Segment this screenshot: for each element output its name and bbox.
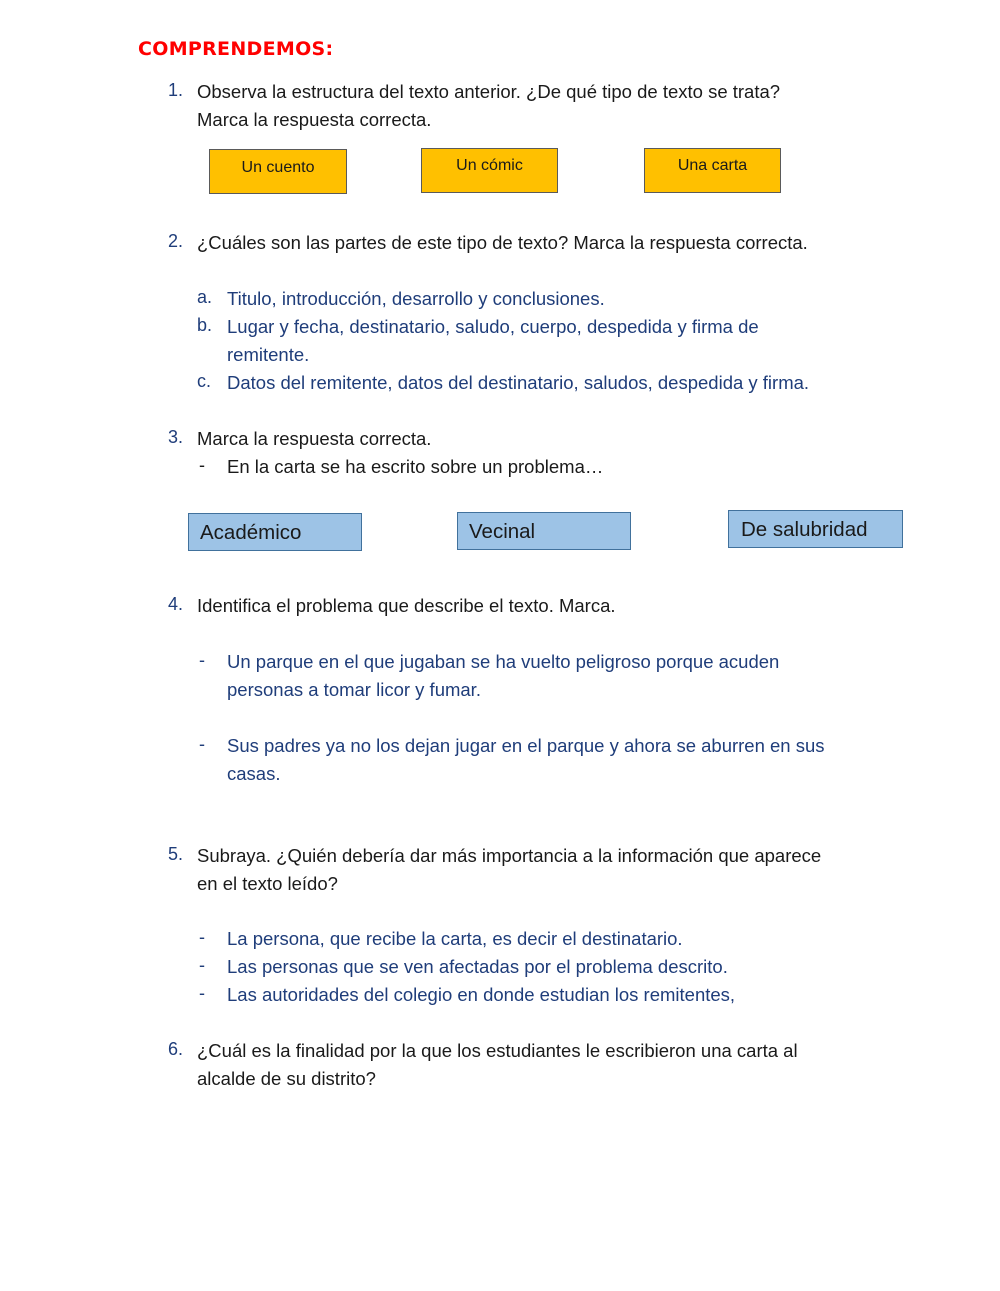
question-text: Observa la estructura del texto anterior. ¿De qué tipo de texto se trata? [197,81,781,102]
bullet-dash: - [199,927,205,947]
question-text: alcalde de su distrito? [197,1068,376,1089]
answer-option-destinatario[interactable]: La persona, que recibe la carta, es decir el destinatario. [227,928,683,949]
answer-option-padres-no-dejan[interactable]: Sus padres ya no los dejan jugar en el parque y ahora se aburren en sus [227,735,825,756]
answer-option-academico[interactable]: Académico [188,513,362,551]
answer-option-un-comic[interactable]: Un cómic [421,148,558,193]
page-title: COMPRENDEMOS: [138,38,334,60]
answer-option-de-salubridad[interactable]: De salubridad [728,510,903,548]
answer-option-autoridades-colegio[interactable]: Las autoridades del colegio en donde estudian los remitentes, [227,984,736,1005]
answer-option-parque-peligroso-cont[interactable]: personas a tomar licor y fumar. [227,679,481,700]
answer-option-parque-peligroso[interactable]: Un parque en el que jugaban se ha vuelto peligroso porque acuden [227,651,780,672]
question-number: 3. [168,427,184,447]
option-letter: a. [197,287,213,307]
answer-option-a[interactable]: Titulo, introducción, desarrollo y conclusiones. [227,288,605,309]
answer-option-b-cont[interactable]: remitente. [227,344,310,365]
option-letter: b. [197,315,213,335]
answer-option-vecinal[interactable]: Vecinal [457,512,631,550]
question-subtext: En la carta se ha escrito sobre un problema… [227,456,604,477]
answer-option-un-cuento[interactable]: Un cuento [209,149,347,194]
answer-option-una-carta[interactable]: Una carta [644,148,781,193]
question-number: 1. [168,80,184,100]
answer-option-personas-afectadas[interactable]: Las personas que se ven afectadas por el problema descrito. [227,956,728,977]
question-number: 4. [168,594,184,614]
question-text: Marca la respuesta correcta. [197,109,432,130]
question-number: 2. [168,231,184,251]
answer-option-b[interactable]: Lugar y fecha, destinatario, saludo, cuerpo, despedida y firma de [227,316,759,337]
bullet-dash: - [199,734,205,754]
question-text: en el texto leído? [197,873,338,894]
question-number: 6. [168,1039,184,1059]
question-number: 5. [168,844,184,864]
question-text: Identifica el problema que describe el texto. Marca. [197,595,616,616]
answer-option-c[interactable]: Datos del remitente, datos del destinatario, saludos, despedida y firma. [227,372,810,393]
question-text: ¿Cuál es la finalidad por la que los estudiantes le escribieron una carta al [197,1040,798,1061]
question-text: Subraya. ¿Quién debería dar más importancia a la información que aparece [197,845,822,866]
bullet-dash: - [199,983,205,1003]
question-text: ¿Cuáles son las partes de este tipo de texto? Marca la respuesta correcta. [197,232,808,253]
bullet-dash: - [199,955,205,975]
option-letter: c. [197,371,212,391]
answer-option-padres-no-dejan-cont[interactable]: casas. [227,763,281,784]
question-text: Marca la respuesta correcta. [197,428,432,449]
bullet-dash: - [199,650,205,670]
bullet-dash: - [199,455,205,475]
